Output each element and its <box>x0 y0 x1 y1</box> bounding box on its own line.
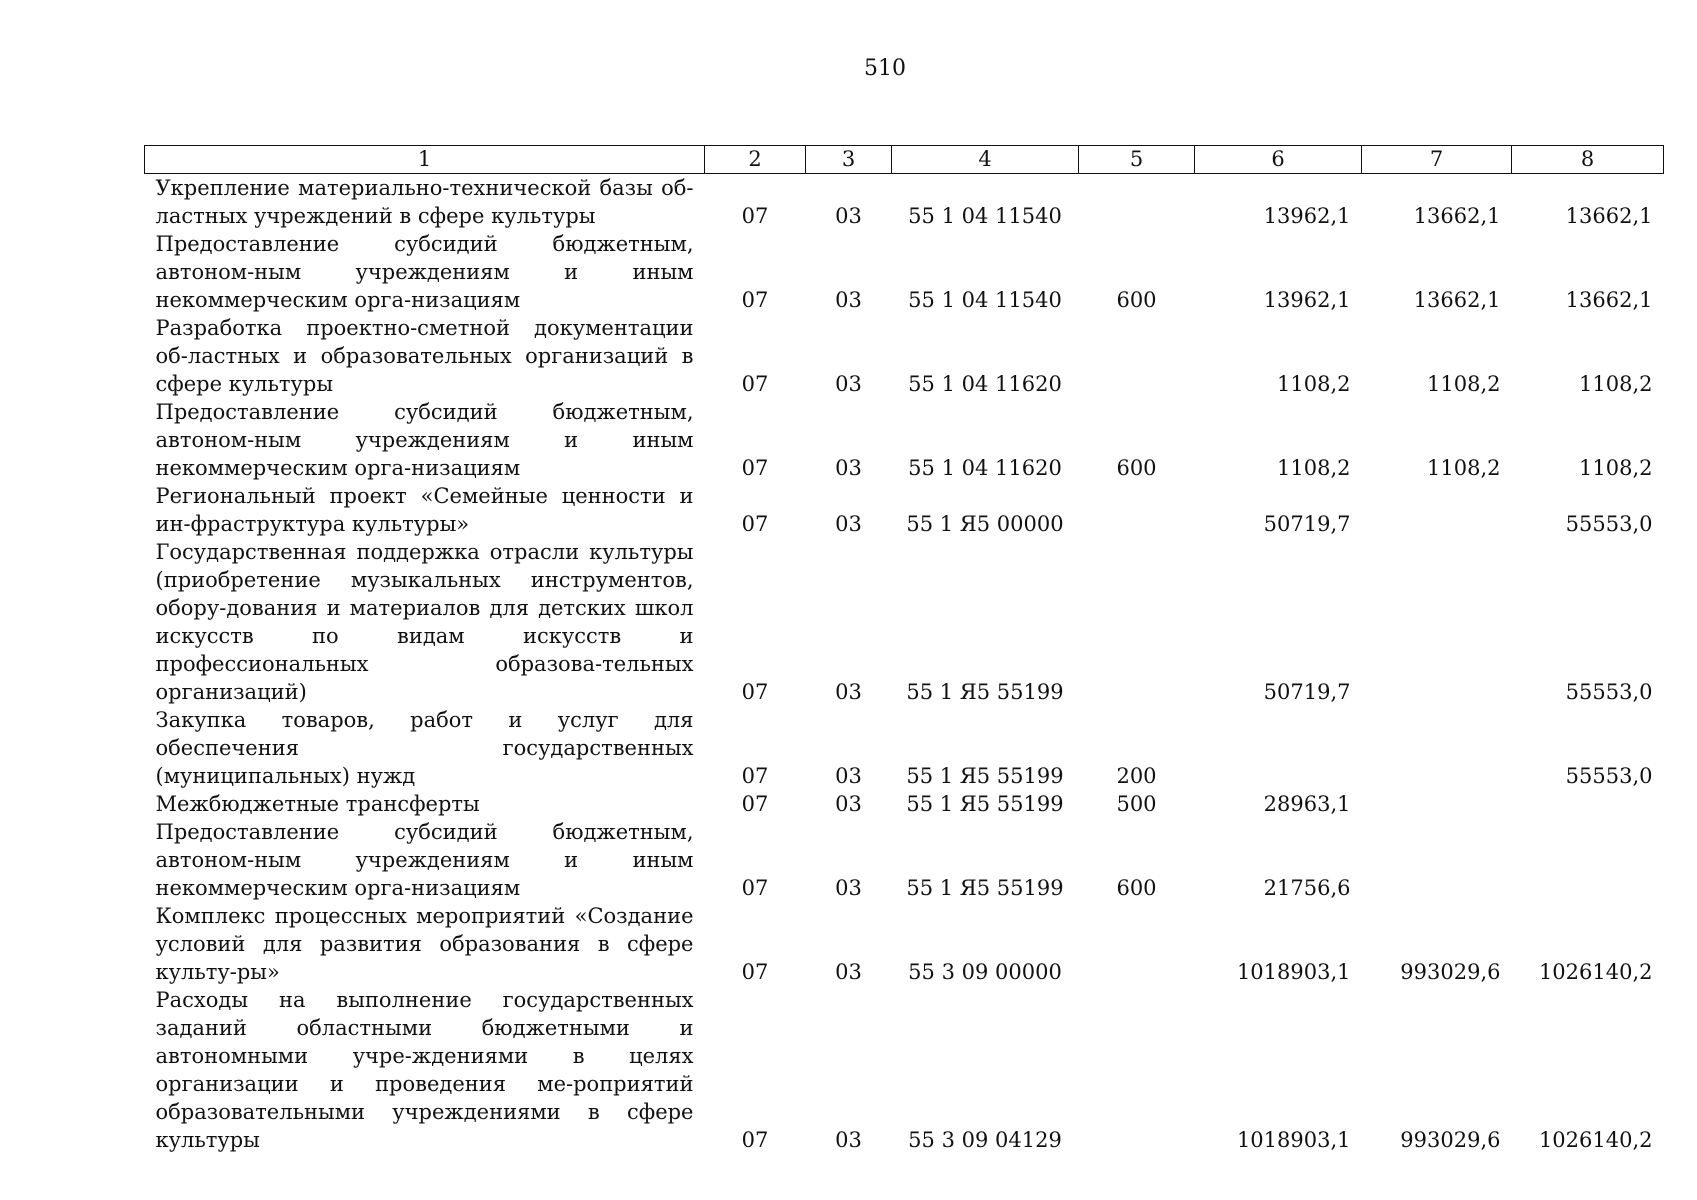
row-subsection: 03 <box>835 876 862 900</box>
row-amount-6: 1018903,1 <box>1236 960 1351 984</box>
row-amount-8 <box>1512 818 1664 902</box>
row-amount-6: 1108,2 <box>1277 456 1351 480</box>
table-row <box>145 482 1664 538</box>
row-expense-type <box>1079 986 1195 1154</box>
row-amount-7 <box>1362 818 1512 902</box>
row-subsection: 03 <box>835 680 862 704</box>
row-amount-8: 1026140,2 <box>1538 1128 1653 1152</box>
row-expense-type <box>1079 538 1195 706</box>
row-amount-6: 50719,7 <box>1263 512 1351 536</box>
row-section: 07 <box>741 204 769 228</box>
row-expense-type: 600 <box>1116 456 1157 480</box>
row-subsection: 03 <box>835 288 862 312</box>
row-target-code: 55 1 04 11540 <box>908 204 1062 228</box>
row-expense-type <box>1079 174 1195 231</box>
row-subsection: 03 <box>835 764 862 788</box>
row-section: 07 <box>741 456 769 480</box>
row-subsection: 03 <box>835 456 862 480</box>
row-target-code: 55 1 04 11620 <box>908 456 1062 480</box>
row-name: Укрепление материально-технической базы об-ластных учреждений в сфере культуры <box>155 176 694 228</box>
table-row <box>145 174 1664 231</box>
column-header-4: 4 <box>892 146 1079 174</box>
table-row <box>145 902 1664 986</box>
row-name: Предоставление субсидий бюджетным, автоном-ным учреждениям и иным некоммерческим орга-низациям <box>155 400 694 480</box>
row-section: 07 <box>741 792 769 816</box>
row-expense-type: 600 <box>1116 876 1157 900</box>
row-amount-6: 13962,1 <box>1263 204 1351 228</box>
row-amount-8: 55553,0 <box>1565 680 1653 704</box>
row-expense-type: 200 <box>1116 764 1157 788</box>
row-amount-7: 13662,1 <box>1413 288 1501 312</box>
row-subsection: 03 <box>835 512 862 536</box>
row-amount-7: 993029,6 <box>1400 1128 1501 1152</box>
column-header-3: 3 <box>806 146 892 174</box>
row-amount-8: 1108,2 <box>1579 456 1653 480</box>
row-amount-8: 55553,0 <box>1565 512 1653 536</box>
row-amount-7: 13662,1 <box>1413 204 1501 228</box>
row-target-code: 55 1 Я5 55199 <box>906 876 1064 900</box>
row-subsection: 03 <box>835 204 862 228</box>
row-amount-8: 1026140,2 <box>1538 960 1653 984</box>
row-subsection: 03 <box>835 792 862 816</box>
row-name: Предоставление субсидий бюджетным, автоном-ным учреждениям и иным некоммерческим орга-низациям <box>155 232 694 312</box>
table-row <box>145 706 1664 790</box>
row-amount-6 <box>1195 706 1362 790</box>
row-target-code: 55 1 Я5 55199 <box>906 764 1064 788</box>
table-row <box>145 314 1664 398</box>
row-section: 07 <box>741 1128 769 1152</box>
row-subsection: 03 <box>835 372 862 396</box>
page-number: 510 <box>864 56 906 81</box>
row-amount-7: 1108,2 <box>1427 372 1501 396</box>
row-amount-7 <box>1362 482 1512 538</box>
row-section: 07 <box>741 680 769 704</box>
row-amount-8: 13662,1 <box>1565 204 1653 228</box>
row-amount-7: 1108,2 <box>1427 456 1501 480</box>
row-section: 07 <box>741 876 769 900</box>
row-target-code: 55 1 04 11620 <box>908 372 1062 396</box>
row-name: Закупка товаров, работ и услуг для обеспечения государственных (муниципальных) нужд <box>155 708 694 788</box>
row-amount-7 <box>1362 538 1512 706</box>
row-amount-6: 21756,6 <box>1263 876 1351 900</box>
row-expense-type: 600 <box>1116 288 1157 312</box>
table-row <box>145 818 1664 902</box>
row-amount-6: 28963,1 <box>1263 792 1351 816</box>
row-amount-6: 13962,1 <box>1263 288 1351 312</box>
row-section: 07 <box>741 288 769 312</box>
row-target-code: 55 3 09 00000 <box>908 960 1062 984</box>
row-subsection: 03 <box>835 960 862 984</box>
table-row <box>145 790 1664 818</box>
row-amount-6: 1018903,1 <box>1236 1128 1351 1152</box>
row-amount-8: 13662,1 <box>1565 288 1653 312</box>
row-name: Межбюджетные трансферты <box>155 792 480 816</box>
row-amount-8: 1108,2 <box>1579 372 1653 396</box>
table-row <box>145 230 1664 314</box>
row-expense-type: 500 <box>1116 792 1157 816</box>
column-header-6: 6 <box>1195 146 1362 174</box>
row-amount-6: 50719,7 <box>1263 680 1351 704</box>
column-header-2: 2 <box>705 146 806 174</box>
row-target-code: 55 1 Я5 55199 <box>906 792 1064 816</box>
table-header-row <box>145 146 1664 174</box>
row-expense-type <box>1079 482 1195 538</box>
column-header-1: 1 <box>145 146 705 174</box>
column-header-5: 5 <box>1079 146 1195 174</box>
row-section: 07 <box>741 764 769 788</box>
row-name: Предоставление субсидий бюджетным, автоном-ным учреждениям и иным некоммерческим орга-низациям <box>155 820 694 900</box>
row-name: Региональный проект «Семейные ценности и ин-фраструктура культуры» <box>155 484 694 536</box>
row-target-code: 55 3 09 04129 <box>908 1128 1062 1152</box>
budget-table <box>144 145 1664 1154</box>
row-amount-7: 993029,6 <box>1400 960 1501 984</box>
row-target-code: 55 1 04 11540 <box>908 288 1062 312</box>
column-header-7: 7 <box>1362 146 1512 174</box>
row-target-code: 55 1 Я5 00000 <box>906 512 1064 536</box>
row-amount-8: 55553,0 <box>1565 764 1653 788</box>
row-amount-7 <box>1362 706 1512 790</box>
table-row <box>145 986 1664 1154</box>
row-section: 07 <box>741 512 769 536</box>
row-name: Расходы на выполнение государственных заданий областными бюджетными и автономными учре-ждениями в целях организации и проведения ме-роприятий образовательными учреждениями в сфере культуры <box>155 988 694 1152</box>
row-expense-type <box>1079 314 1195 398</box>
row-amount-8 <box>1512 790 1664 818</box>
row-amount-6: 1108,2 <box>1277 372 1351 396</box>
table-row <box>145 398 1664 482</box>
row-name: Комплекс процессных мероприятий «Создание условий для развития образования в сфере культу-ры» <box>155 904 694 984</box>
column-header-8: 8 <box>1512 146 1664 174</box>
row-target-code: 55 1 Я5 55199 <box>906 680 1064 704</box>
row-section: 07 <box>741 960 769 984</box>
row-expense-type <box>1079 902 1195 986</box>
row-subsection: 03 <box>835 1128 862 1152</box>
table-row <box>145 538 1664 706</box>
row-name: Государственная поддержка отрасли культуры (приобретение музыкальных инструментов, обору-дования и материалов для детских школ искусств по видам искусств и профессиональных образова-тельных организаций) <box>155 540 694 704</box>
row-name: Разработка проектно-сметной документации об-ластных и образовательных организаций в сфере культуры <box>155 316 694 396</box>
row-amount-7 <box>1362 790 1512 818</box>
row-section: 07 <box>741 372 769 396</box>
